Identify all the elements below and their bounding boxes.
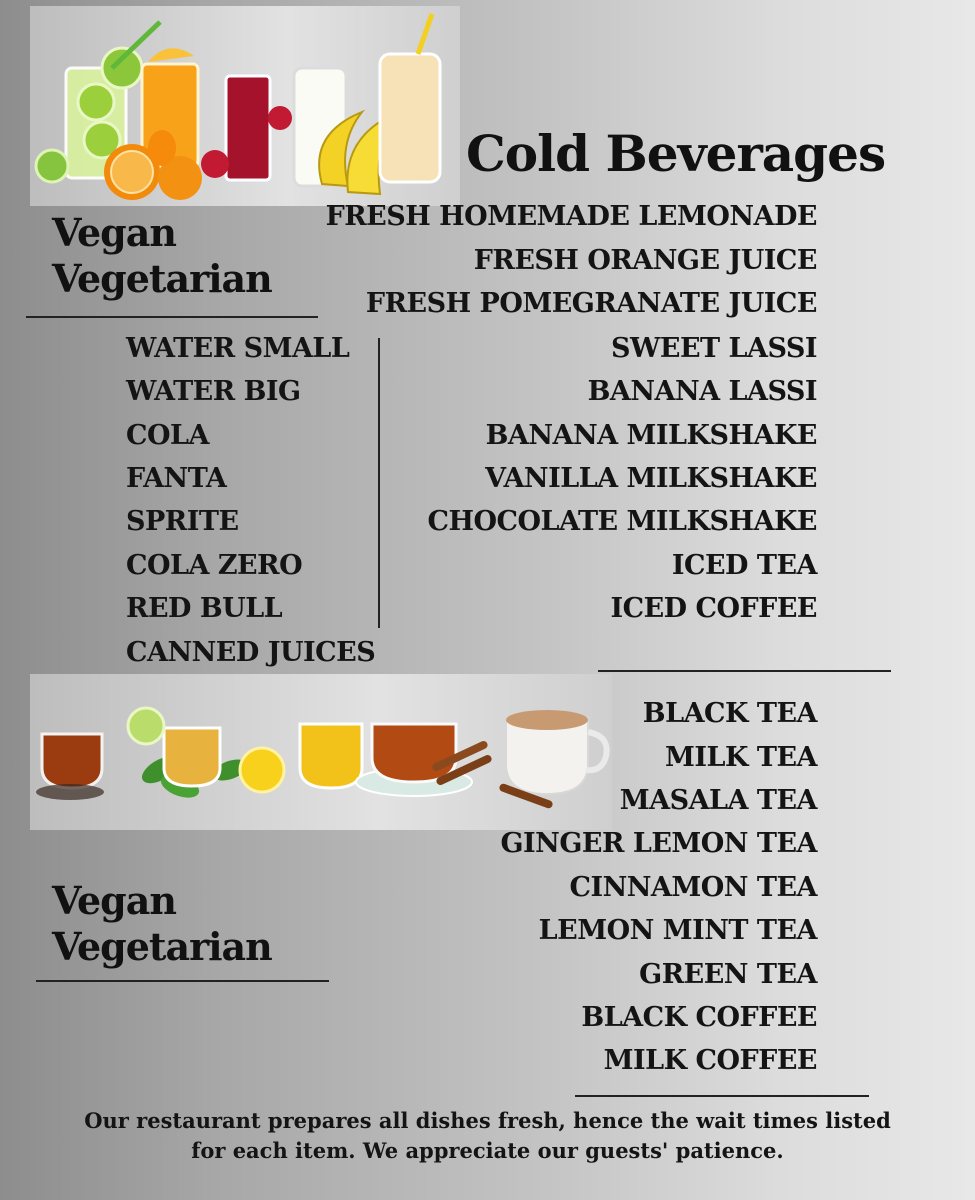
column-divider: [378, 338, 380, 628]
menu-item: COLA ZERO: [126, 550, 303, 581]
diet-label-bottom: [52, 878, 272, 970]
divider-bottom-left: [36, 980, 329, 982]
footer-line-1: Our restaurant prepares all dishes fresh, hence the wait times listed: [84, 1108, 891, 1133]
menu-item: GINGER LEMON TEA: [500, 828, 817, 859]
menu-item: CINNAMON TEA: [569, 872, 817, 903]
diet-label-vegetarian: Vegetarian: [52, 256, 272, 301]
menu-item: FRESH HOMEMADE LEMONADE: [325, 201, 817, 232]
menu-item: SPRITE: [126, 506, 239, 537]
cold-drinks-illustration: [30, 6, 460, 206]
menu-item: VANILLA MILKSHAKE: [485, 463, 817, 494]
menu-item: FANTA: [126, 463, 227, 494]
footer-line-2: for each item. We appreciate our guests' patience.: [191, 1138, 784, 1163]
menu-item: ICED COFFEE: [610, 593, 817, 624]
diet-label-top: [52, 210, 272, 302]
menu-item: BANANA LASSI: [587, 376, 817, 407]
menu-item: MILK COFFEE: [603, 1045, 817, 1076]
divider-bottom-right: [575, 1095, 869, 1097]
menu-item: CANNED JUICES: [126, 637, 376, 668]
menu-item: GREEN TEA: [639, 959, 817, 990]
footer-note: [20, 1106, 955, 1166]
menu-item: BANANA MILKSHAKE: [485, 420, 817, 451]
menu-item: MILK TEA: [665, 742, 817, 773]
menu-item: WATER SMALL: [126, 333, 350, 364]
diet-label-vegan: Vegan: [52, 210, 176, 255]
menu-item: RED BULL: [126, 593, 283, 624]
menu-item: MASALA TEA: [619, 785, 817, 816]
menu-item: FRESH ORANGE JUICE: [473, 245, 817, 276]
diet-label-vegetarian: Vegetarian: [52, 924, 272, 969]
page-title: Cold Beverages: [466, 124, 886, 183]
divider-mid-right: [598, 670, 891, 672]
menu-item: WATER BIG: [126, 376, 301, 407]
diet-label-vegan: Vegan: [52, 878, 176, 923]
menu-item: BLACK COFFEE: [581, 1002, 817, 1033]
menu-item: BLACK TEA: [642, 698, 817, 729]
cold-beverages-banner: [30, 6, 460, 206]
menu-item: SWEET LASSI: [611, 333, 817, 364]
divider-top-left: [26, 316, 318, 318]
menu-item: ICED TEA: [671, 550, 817, 581]
hot-drinks-illustration: [30, 674, 612, 830]
menu-item: CHOCOLATE MILKSHAKE: [427, 506, 817, 537]
hot-beverages-banner: [30, 674, 612, 830]
menu-item: COLA: [126, 420, 209, 451]
menu-item: LEMON MINT TEA: [538, 915, 817, 946]
menu-item: FRESH POMEGRANATE JUICE: [365, 288, 817, 319]
